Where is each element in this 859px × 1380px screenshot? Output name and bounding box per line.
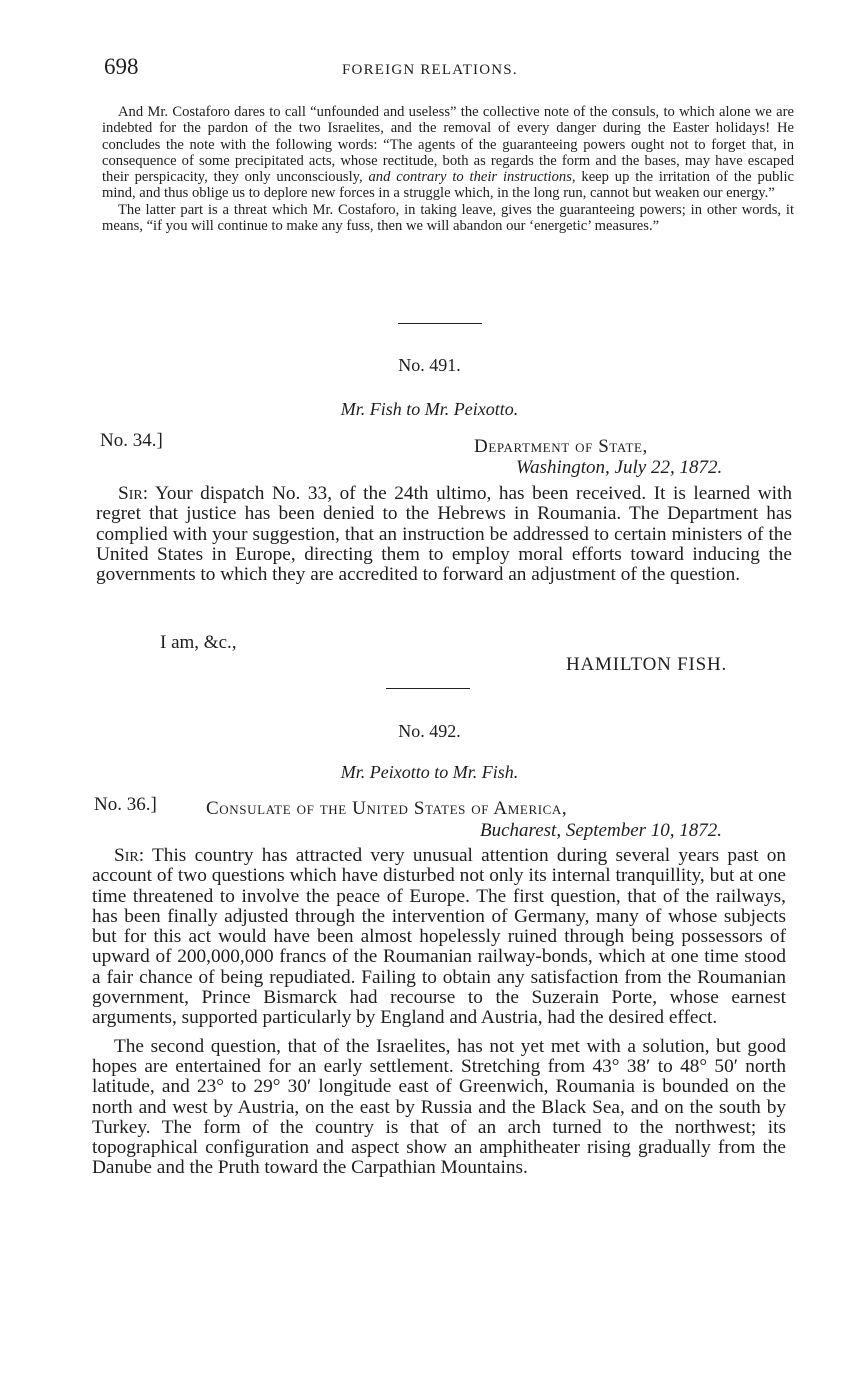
body-paragraph: Sir: Your dispatch No. 33, of the 24th ultimo, has been received. It is learned with regret that justice has been denied to the Hebrews in Roumania. The Department has complied with your suggestion, that an instruction be addressed to certain ministers of the United States in Europe, directing them to employ moral efforts toward inducing the governments to which they are accredited to forward an adjustment of the question. (96, 483, 792, 586)
continued-paragraph: And Mr. Costaforo dares to call “unfounded and useless” the collective note of the consuls, to which alone we are indebted for the pardon of the two Israelites, and the removal of every danger during the Easter holidays! He concludes the note with the following words: “The agents of the guaranteeing powers ought not to forget that, in consequence of some precipitated acts, whose rectitude, both as regards the form and the bases, may have escaped their perspicacity, they only unconsciously, and contrary to their instructions, keep up the irritation of the public mind, and thus oblige us to deplore new forces in a struggle which, in the long run, cannot but weaken our energy.” (102, 104, 794, 202)
document-number: No. 491. (398, 355, 461, 375)
salutation: Sir: (114, 845, 145, 866)
place-date (516, 457, 722, 479)
dispatch-reference: No. 34.] (100, 430, 163, 451)
continued-paragraph: The latter part is a threat which Mr. Costaforo, in taking leave, gives the guaranteeing powers; in other words, it means, “if you will continue to make any fuss, then we will abandon our ‘energetic’ measures.” (102, 201, 794, 235)
date: July 22, 1872. (614, 457, 723, 478)
sender-office: Consulate of the United States of America, (206, 798, 568, 819)
page-number: 698 (104, 54, 139, 79)
closing: I am, &c., (160, 632, 237, 653)
page-header (104, 54, 794, 84)
document-title: Mr. Peixotto to Mr. Fish. (340, 762, 519, 782)
letter-body (96, 484, 792, 585)
continued-text (102, 104, 794, 234)
date: September 10, 1872. (565, 820, 723, 841)
body-paragraph: The second question, that of the Israelites, has not yet met with a solution, but good hopes are entertained for an early settlement. Stretching from 43° 38′ to 48° 50′ north latitude, and 23° to 29° 30′ longitude east of Greenwich, Roumania is bounded on the north and west by Austria, on the east by Russia and the Black Sea, and on the south by Turkey. The form of the country is that of an arch turned to the northwest; its topographical configuration and aspect show an amphitheater rising gradually from the Danube and the Pruth toward the Carpathian Mountains. (92, 1035, 786, 1179)
running-head: FOREIGN RELATIONS. (342, 62, 518, 78)
salutation: Sir: (118, 483, 149, 504)
signature: HAMILTON FISH. (566, 654, 728, 675)
section-divider (386, 688, 470, 689)
place: Bucharest, (480, 820, 562, 841)
place-date (480, 820, 722, 842)
section-divider (398, 323, 482, 324)
letter-body (92, 846, 786, 1179)
document-title: Mr. Fish to Mr. Peixotto. (340, 399, 519, 419)
place: Washington, (516, 457, 610, 478)
document-number: No. 492. (398, 721, 461, 741)
body-paragraph: Sir: This country has attracted very unusual attention during several years past on account of two questions which have disturbed not only its internal tranquillity, but at one time threatened to involve the peace of Europe. The first question, that of the railways, has been finally adjusted through the intervention of Germany, many of whose subjects but for this act would have been almost hopelessly ruined through being possessors of upward of 200,000,000 francs of the Roumanian railway-bonds, which at one time stood a fair chance of being repudiated. Failing to obtain any satisfaction from the Roumanian government, Prince Bismarck had recourse to the Suzerain Porte, whose earnest arguments, supported particularly by England and Austria, had the desired effect. (92, 845, 786, 1029)
dispatch-reference: No. 36.] (94, 794, 157, 815)
sender-office: Department of State, (474, 436, 648, 457)
